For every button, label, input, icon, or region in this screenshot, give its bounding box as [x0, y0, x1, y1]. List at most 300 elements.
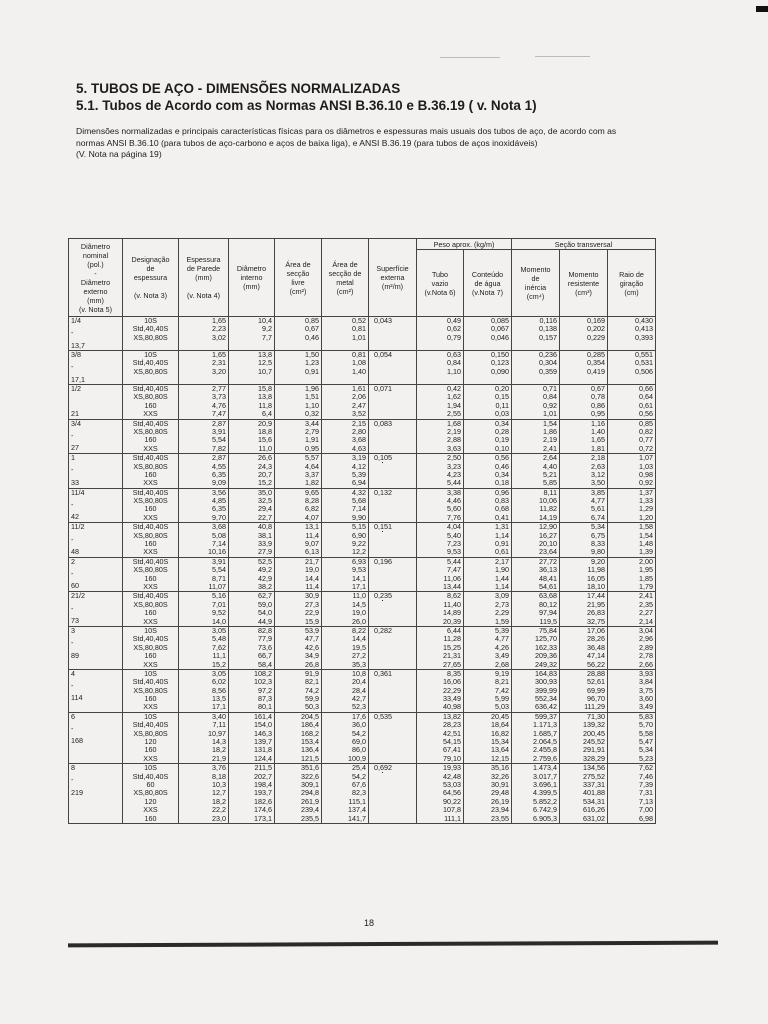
inner-diameter-cell: [229, 712, 275, 763]
water-content-value: 0,34: [495, 419, 509, 428]
col-header-line: Área de: [285, 259, 311, 269]
col-header-line: (v.Nota 7): [471, 287, 504, 297]
section-modulus-value: 0,354: [587, 359, 605, 368]
wall-thickness-value: 3,73: [212, 393, 226, 402]
inner-diameter-cell: [229, 764, 275, 824]
col-header-line: Diâmetro: [80, 277, 111, 287]
designation-value: 160: [144, 652, 157, 661]
nominal-size-stack: [71, 351, 120, 384]
designation-value: 160: [144, 505, 157, 514]
water-content-value: 0,03: [495, 410, 509, 419]
designation-cell: [123, 669, 179, 712]
free-area-value: 235,5: [301, 814, 319, 823]
col-header-line: de água: [474, 278, 501, 288]
inner-diameter-cell: [229, 523, 275, 558]
designation-value: 10S: [144, 669, 157, 678]
col-header-line: Espessura: [186, 255, 221, 264]
col-header-raio: [608, 250, 656, 317]
col-header-tubo-vazio: [417, 250, 464, 317]
metal-area-value: 17,6: [352, 712, 366, 721]
section-modulus-cell: [560, 488, 608, 523]
free-area-value: 153,4: [301, 738, 319, 747]
col-header-superficie: [369, 239, 417, 317]
metal-area-value: 36,0: [352, 721, 366, 730]
inner-diameter-value: 124,4: [254, 754, 272, 763]
col-header-line: Raio de: [619, 269, 644, 279]
designation-value: XXS: [143, 582, 158, 591]
section-modulus-cell: [560, 669, 608, 712]
nominal-size: 1/2: [71, 385, 81, 393]
water-content-value: 23,55: [491, 814, 509, 823]
wall-thickness-value: 3,91: [212, 427, 226, 436]
empty-weight-cell: [417, 488, 464, 523]
free-area-value: 0,95: [305, 444, 319, 453]
wall-thickness-value: 4,85: [212, 497, 226, 506]
intro-line: (V. Nota na página 19): [76, 149, 162, 159]
free-area-cell: [275, 317, 322, 351]
designation-cell: [123, 488, 179, 523]
wall-thickness-value: 10,16: [208, 548, 226, 557]
empty-weight-value: 42,51: [443, 729, 461, 738]
gyration-radius-value: 1,58: [639, 523, 653, 532]
empty-weight-value: 4,46: [447, 497, 461, 506]
section-modulus-value: 32,75: [587, 617, 605, 626]
empty-weight-value: 2,88: [447, 436, 461, 445]
inner-diameter-value: 211,5: [254, 764, 272, 773]
empty-weight-value: 3,63: [447, 444, 461, 453]
metal-area-value: 8,22: [352, 626, 366, 635]
col-header-line: resistente: [567, 278, 600, 288]
inner-diameter-cell: [229, 317, 275, 351]
moment-inertia-value: 6.742,9: [533, 806, 557, 815]
water-content-value: 0,28: [495, 427, 509, 436]
wall-thickness-value: 17,1: [212, 703, 226, 712]
free-area-value: 6,13: [305, 548, 319, 557]
inner-diameter-value: 173,1: [254, 814, 272, 823]
free-area-value: 5,57: [305, 454, 319, 463]
designation-value: 160: [144, 609, 157, 618]
moment-inertia-value: 599,37: [535, 712, 557, 721]
free-area-cell: [275, 351, 322, 385]
surface-cell: [369, 317, 417, 351]
nominal-size-stack: [71, 420, 120, 453]
free-area-value: 82,1: [305, 678, 319, 687]
surface-cell: [369, 626, 417, 669]
col-header-line: (v. Nota 5): [78, 304, 113, 314]
wall-thickness-value: 3,20: [212, 367, 226, 376]
inner-diameter-cell: [229, 669, 275, 712]
gyration-radius-value: 0,413: [635, 325, 653, 334]
empty-weight-value: 6,44: [447, 626, 461, 635]
moment-inertia-value: 48,41: [539, 574, 557, 583]
empty-weight-cell: [417, 419, 464, 454]
section-modulus-value: 631,02: [583, 814, 605, 823]
moment-inertia-value: 1,86: [543, 427, 557, 436]
moment-inertia-value: 209,36: [535, 652, 557, 661]
free-area-value: 34,9: [305, 652, 319, 661]
metal-area-value: 6,94: [352, 479, 366, 488]
section-modulus-value: 28,26: [587, 635, 605, 644]
metal-area-value: 69,0: [352, 738, 366, 747]
section-modulus-value: 6,75: [591, 531, 605, 540]
free-area-value: 50,3: [305, 703, 319, 712]
gyration-radius-value: 3,93: [639, 669, 653, 678]
moment-inertia-cell: [512, 592, 560, 627]
designation-value: 10S: [144, 764, 157, 773]
metal-area-value: 14,1: [352, 574, 366, 583]
free-area-value: 3,44: [305, 419, 319, 428]
gyration-radius-value: 7,46: [639, 772, 653, 781]
empty-weight-value: 1,68: [447, 419, 461, 428]
designation-value: XXS: [143, 660, 158, 669]
surface-value: 0,692: [374, 764, 392, 773]
section-modulus-value: 0,95: [591, 410, 605, 419]
moment-inertia-value: 636,42: [535, 703, 557, 712]
moment-inertia-value: 3.017,7: [533, 772, 557, 781]
designation-value: XXS: [143, 806, 158, 815]
gyration-radius-value: 0,85: [639, 419, 653, 428]
designation-cell: [123, 557, 179, 592]
designation-value: 160: [144, 436, 157, 445]
gyration-radius-value: 3,49: [639, 703, 653, 712]
water-content-value: 35,16: [491, 764, 509, 773]
section-modulus-value: 26,83: [587, 609, 605, 618]
empty-weight-value: 0,42: [447, 385, 461, 393]
col-header-line: (cm²): [336, 286, 354, 296]
gyration-radius-value: 2,35: [639, 600, 653, 609]
section-modulus-value: 0,202: [587, 325, 605, 334]
table-row: [69, 488, 656, 523]
gyration-radius-cell: [608, 764, 656, 824]
metal-area-value: 26,0: [352, 617, 366, 626]
empty-weight-value: 3,23: [447, 462, 461, 471]
moment-inertia-value: 97,94: [539, 609, 557, 618]
table-row: [69, 669, 656, 712]
water-content-value: 0,83: [495, 497, 509, 506]
designation-cell: [123, 592, 179, 627]
empty-weight-value: 54,15: [443, 738, 461, 747]
moment-inertia-value: 1.171,3: [533, 721, 557, 730]
col-header-line: (v. Nota 4): [186, 291, 221, 300]
metal-area-value: 19,5: [352, 643, 366, 652]
nominal-size: 1: [71, 454, 75, 463]
section-modulus-value: 0,169: [587, 317, 605, 325]
empty-weight-value: 11,40: [443, 600, 461, 609]
empty-weight-value: 1,10: [447, 367, 461, 376]
metal-area-value: 0,52: [352, 317, 366, 325]
nominal-size-cell: [69, 488, 123, 523]
section-modulus-value: 56,22: [587, 660, 605, 669]
inner-diameter-value: 24,3: [258, 462, 272, 471]
surface-cell: [369, 712, 417, 763]
designation-value: XS,80,80S: [133, 600, 168, 609]
external-diameter: 21: [71, 408, 79, 418]
free-area-value: 1,50: [305, 351, 319, 359]
free-area-value: 0,91: [305, 367, 319, 376]
water-content-value: 0,046: [491, 333, 509, 342]
free-area-value: 3,37: [305, 470, 319, 479]
empty-weight-value: 5,44: [447, 557, 461, 566]
moment-inertia-cell: [512, 557, 560, 592]
nominal-size: 3: [71, 626, 75, 635]
water-content-value: 0,090: [491, 367, 509, 376]
footer-rule: [68, 941, 718, 948]
moment-inertia-value: 5,21: [543, 470, 557, 479]
surface-cell: [369, 385, 417, 420]
moment-inertia-value: 6.905,3: [533, 814, 557, 823]
gyration-radius-cell: [608, 488, 656, 523]
nominal-separator: [71, 397, 120, 405]
moment-inertia-cell: [512, 523, 560, 558]
metal-area-value: 3,19: [352, 454, 366, 463]
page-number: 18: [364, 918, 375, 928]
empty-weight-value: 15,25: [443, 643, 461, 652]
inner-diameter-value: 35,0: [258, 488, 272, 497]
designation-cell: [123, 712, 179, 763]
table-row: [69, 764, 656, 824]
nominal-size-cell: [69, 764, 123, 824]
gyration-radius-cell: [608, 419, 656, 454]
surface-arrow-box: [371, 420, 414, 428]
free-area-cell: [275, 712, 322, 763]
free-area-value: 59,9: [305, 695, 319, 704]
surface-arrow-box: [371, 670, 414, 678]
inner-diameter-value: 87,3: [258, 695, 272, 704]
designation-value: XXS: [143, 703, 158, 712]
intro-line: normas ANSI B.36.10 (para tubos de aço-carbono e aços de baixa liga), e ANSI B.36.19 (para tubos de aços inoxidáveis): [76, 137, 538, 148]
section-modulus-value: 3,50: [591, 479, 605, 488]
inner-diameter-value: 22,7: [258, 513, 272, 522]
surface-value: 0,361: [374, 669, 392, 678]
water-content-value: 2,17: [495, 557, 509, 566]
free-area-value: 21,7: [305, 557, 319, 566]
free-area-cell: [275, 764, 322, 824]
inner-diameter-value: 58,4: [258, 660, 272, 669]
metal-area-value: 12,2: [352, 548, 366, 557]
inner-diameter-value: 80,1: [258, 703, 272, 712]
wall-thickness-value: 23,0: [212, 814, 226, 823]
section-modulus-value: 17,06: [587, 626, 605, 635]
nominal-size-stack: [71, 489, 120, 522]
gyration-radius-cell: [608, 523, 656, 558]
wall-thickness-value: 10,3: [212, 780, 226, 789]
gyration-radius-cell: [608, 626, 656, 669]
metal-area-cell: [322, 488, 369, 523]
surface-arrow-box: [371, 454, 414, 462]
free-area-value: 322,6: [301, 772, 319, 781]
designation-value: Std,40,40S: [132, 359, 169, 368]
designation-value: Std,40,40S: [132, 488, 169, 497]
empty-weight-value: 53,03: [443, 780, 461, 789]
surface-arrow-box: [371, 489, 414, 497]
gyration-radius-value: 5,58: [639, 729, 653, 738]
section-modulus-value: 2,63: [591, 462, 605, 471]
section-modulus-value: 47,14: [587, 652, 605, 661]
designation-value: 160: [144, 401, 157, 410]
metal-area-value: 6,93: [352, 557, 366, 566]
section-modulus-value: 0,285: [587, 351, 605, 359]
inner-diameter-value: 20,7: [258, 470, 272, 479]
designation-value: XS,80,80S: [133, 333, 168, 342]
nominal-size: 1/4: [71, 317, 81, 325]
water-content-value: 0,68: [495, 505, 509, 514]
section-modulus-value: 4,77: [591, 497, 605, 506]
water-content-value: 0,10: [495, 444, 509, 453]
moment-inertia-value: 0,71: [543, 385, 557, 393]
moment-inertia-cell: [512, 712, 560, 763]
water-content-value: 5,03: [495, 703, 509, 712]
metal-area-value: 82,3: [352, 789, 366, 798]
metal-area-value: 54,2: [352, 729, 366, 738]
col-header-espessura: [179, 239, 229, 317]
nominal-size-cell: [69, 351, 123, 385]
metal-area-value: 35,3: [352, 660, 366, 669]
free-area-value: 9,65: [305, 488, 319, 497]
inner-diameter-value: 33,9: [258, 540, 272, 549]
section-modulus-cell: [560, 764, 608, 824]
wall-thickness-value: 18,2: [212, 797, 226, 806]
empty-weight-value: 28,23: [443, 721, 461, 730]
col-header-line: Área de: [332, 259, 358, 269]
gyration-radius-cell: [608, 712, 656, 763]
wall-thickness-value: 21,9: [212, 754, 226, 763]
wall-thickness-value: 3,40: [212, 712, 226, 721]
wall-thickness-value: 14,3: [212, 738, 226, 747]
table-row: [69, 351, 656, 385]
moment-inertia-value: 16,27: [539, 531, 557, 540]
wall-thickness-value: 8,71: [212, 574, 226, 583]
wall-thickness-value: 3,91: [212, 557, 226, 566]
gyration-radius-value: 1,07: [639, 454, 653, 463]
metal-area-value: 5,15: [352, 523, 366, 532]
empty-weight-value: 4,04: [447, 523, 461, 532]
external-diameter: 219: [71, 787, 83, 797]
table-row: [69, 523, 656, 558]
external-diameter: 60: [71, 581, 79, 591]
surface-cell: [369, 454, 417, 489]
free-area-cell: [275, 419, 322, 454]
inner-diameter-cell: [229, 351, 275, 385]
section-modulus-cell: [560, 351, 608, 385]
metal-area-value: 1,01: [352, 333, 366, 342]
empty-weight-value: 0,79: [447, 333, 461, 342]
free-area-value: 351,6: [301, 764, 319, 773]
section-modulus-value: 3,85: [591, 488, 605, 497]
designation-value: 10S: [144, 626, 157, 635]
surface-cell: [369, 764, 417, 824]
designation-cell: [123, 764, 179, 824]
free-area-value: 186,4: [301, 721, 319, 730]
empty-weight-value: 0,62: [447, 325, 461, 334]
water-content-value: 32,26: [491, 772, 509, 781]
metal-area-value: 4,63: [352, 444, 366, 453]
inner-diameter-cell: [229, 385, 275, 420]
section-modulus-value: 1,81: [591, 444, 605, 453]
nominal-size-cell: [69, 419, 123, 454]
water-content-cell: [464, 626, 512, 669]
designation-value: 10S: [144, 712, 157, 721]
metal-area-value: 3,68: [352, 436, 366, 445]
water-content-value: 12,15: [491, 754, 509, 763]
inner-diameter-value: 174,6: [254, 806, 272, 815]
free-area-value: 1,10: [305, 401, 319, 410]
section-modulus-value: 337,31: [583, 780, 605, 789]
metal-area-value: 2,06: [352, 393, 366, 402]
wall-thickness-cell: [179, 317, 229, 351]
empty-weight-cell: [417, 764, 464, 824]
col-header-line: externa: [380, 273, 405, 282]
free-area-cell: [275, 488, 322, 523]
designation-value: 160: [144, 746, 157, 755]
gyration-radius-value: 5,23: [639, 754, 653, 763]
free-area-value: 121,5: [301, 754, 319, 763]
moment-inertia-value: 75,84: [539, 626, 557, 635]
gyration-radius-value: 1,95: [639, 566, 653, 575]
water-content-value: 1,90: [495, 566, 509, 575]
nominal-size-stack: [71, 454, 120, 487]
col-header-agua: [464, 250, 512, 317]
designation-value: XXS: [143, 479, 158, 488]
wall-thickness-value: 3,56: [212, 488, 226, 497]
nominal-separator: -: [71, 499, 74, 509]
gyration-radius-value: 0,531: [635, 359, 653, 368]
metal-area-value: 19,0: [352, 609, 366, 618]
nominal-size-stack: [71, 713, 120, 746]
external-diameter: 17,1: [71, 374, 85, 384]
designation-cell: [123, 419, 179, 454]
water-content-cell: [464, 454, 512, 489]
col-header-line: (cm): [624, 287, 639, 297]
gyration-radius-value: 7,39: [639, 780, 653, 789]
empty-weight-cell: [417, 592, 464, 627]
water-content-value: 2,68: [495, 660, 509, 669]
moment-inertia-value: 162,33: [535, 643, 557, 652]
col-header-line: livre: [291, 277, 305, 287]
wall-thickness-value: 5,48: [212, 635, 226, 644]
empty-weight-value: 8,62: [447, 592, 461, 601]
gyration-radius-value: 0,92: [639, 479, 653, 488]
water-content-value: 16,82: [491, 729, 509, 738]
designation-value: XXS: [143, 548, 158, 557]
free-area-value: 26,8: [305, 660, 319, 669]
water-content-value: 26,19: [491, 797, 509, 806]
metal-area-value: 20,4: [352, 678, 366, 687]
empty-weight-value: 11,28: [443, 635, 461, 644]
empty-weight-cell: [417, 317, 464, 351]
section-modulus-value: 9,80: [591, 548, 605, 557]
designation-value: XXS: [143, 754, 158, 763]
section-modulus-value: 245,52: [583, 738, 605, 747]
table-row: [69, 592, 656, 627]
moment-inertia-value: 2,19: [543, 436, 557, 445]
metal-area-value: 1,08: [352, 359, 366, 368]
gyration-radius-value: 2,00: [639, 557, 653, 566]
surface-arrow-box: [371, 385, 414, 393]
moment-inertia-value: 14,19: [539, 513, 557, 522]
gyration-radius-value: 0,551: [635, 351, 653, 359]
designation-value: Std,40,40S: [132, 419, 169, 428]
free-area-value: 1,96: [305, 385, 319, 393]
surface-cell: [369, 592, 417, 627]
empty-weight-value: 7,76: [447, 513, 461, 522]
inner-diameter-value: 11,0: [258, 444, 272, 453]
inner-diameter-cell: [229, 592, 275, 627]
gyration-radius-value: 3,84: [639, 678, 653, 687]
inner-diameter-value: 49,2: [258, 566, 272, 575]
empty-weight-value: 111,1: [444, 814, 461, 823]
free-area-value: 19,0: [305, 566, 319, 575]
wall-thickness-value: 5,16: [212, 592, 226, 601]
